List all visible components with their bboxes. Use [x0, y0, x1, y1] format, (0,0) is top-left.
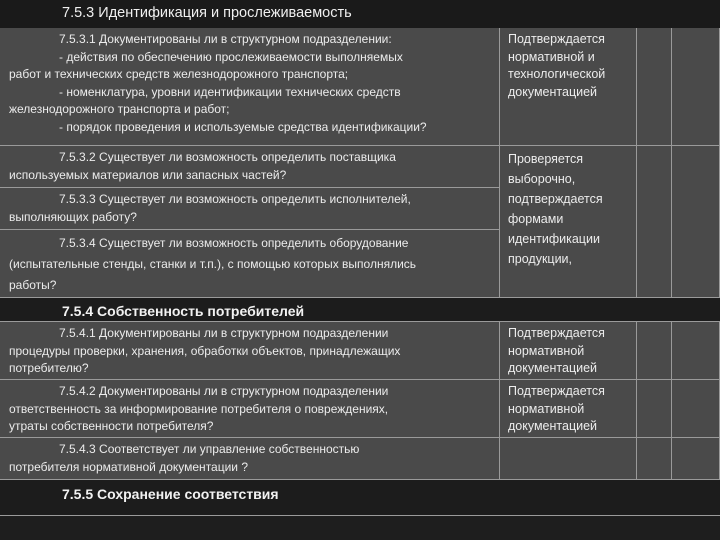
empty-cell [672, 438, 720, 480]
question-line: выполняющих работу? [9, 209, 137, 224]
section-heading-7-5-4 [0, 298, 720, 322]
question-cell-7-5-3-2 [0, 146, 500, 188]
empty-cell [637, 28, 672, 146]
answer-line: Подтверждается [508, 326, 605, 340]
question-cell-7-5-4-1 [0, 322, 500, 380]
answer-line: выборочно, [508, 172, 576, 186]
heading-number: 7.5.3 [62, 5, 95, 21]
empty-cell [637, 438, 672, 480]
question-line: - номенклатура, уровни идентификации технических средств [59, 84, 401, 99]
section-title: 7.5.5 Сохранение соответствия [62, 486, 279, 502]
answer-line: документацией [508, 361, 598, 375]
answer-line: нормативной [508, 401, 585, 416]
question-line: утраты собственности потребителя? [9, 419, 214, 433]
answer-line: технологической [508, 67, 606, 81]
question-line: железнодорожного транспорта и работ; [9, 102, 230, 116]
empty-cell [637, 380, 672, 438]
empty-cell [672, 322, 720, 380]
empty-cell [672, 28, 720, 146]
heading-title: Идентификация и прослеживаемость [98, 5, 352, 21]
question-cell-7-5-4-2 [0, 380, 500, 438]
empty-cell [637, 322, 672, 380]
question-line: 7.5.3.1 Документированы ли в структурном подразделении: [59, 32, 392, 46]
answer-cell-7-5-3-1 [500, 28, 637, 146]
empty-cell [637, 146, 672, 298]
answer-line: нормативной и [508, 49, 595, 64]
question-line: 7.5.4.1 Документированы ли в структурном подразделении [59, 326, 389, 340]
answer-cell-7-5-4-1 [500, 322, 637, 380]
answer-cell-7-5-3-2-4 [500, 146, 637, 298]
question-line: потребителя нормативной документации ? [9, 459, 249, 474]
answer-line: формами [508, 212, 564, 226]
question-line: 7.5.3.4 Существует ли возможность определить оборудование [59, 236, 409, 250]
question-line: 7.5.3.2 Существует ли возможность определить поставщика [59, 150, 396, 164]
answer-line: нормативной [508, 343, 585, 358]
question-line: работ и технических средств железнодорожного транспорта; [9, 67, 349, 81]
question-line: 7.5.4.2 Документированы ли в структурном подразделении [59, 384, 389, 398]
empty-cell [672, 146, 720, 298]
question-line: потребителю? [9, 361, 89, 375]
question-line: 7.5.3.3 Существует ли возможность определить исполнителей, [59, 192, 411, 206]
answer-cell-empty [500, 438, 637, 480]
question-line: 7.5.4.3 Соответствует ли управление собственностью [59, 442, 360, 456]
answer-line: подтверждается [508, 192, 603, 206]
answer-line: Подтверждается [508, 384, 605, 398]
answer-line: Подтверждается [508, 32, 605, 46]
answer-line: документацией [508, 84, 598, 99]
question-line: процедуры проверки, хранения, обработки объектов, принадлежащих [9, 343, 401, 358]
question-cell-7-5-4-3 [0, 438, 500, 480]
question-line: работы? [9, 278, 57, 292]
question-cell-7-5-3-4 [0, 230, 500, 298]
question-line: ответственность за информирование потребителя о повреждениях, [9, 401, 389, 416]
question-cell-7-5-3-1 [0, 28, 500, 146]
answer-line: продукции, [508, 252, 573, 266]
section-title: 7.5.4 Собственность потребителей [62, 303, 305, 319]
question-line: (испытательные стенды, станки и т.п.), с помощью которых выполнялись [9, 257, 417, 271]
answer-line: Проверяется [508, 152, 584, 166]
empty-cell [672, 380, 720, 438]
section-heading-7-5-5 [0, 480, 720, 516]
answer-line: документацией [508, 419, 598, 433]
question-line: используемых материалов или запасных частей? [9, 167, 287, 182]
question-line: - порядок проведения и используемые средства идентификации? [59, 119, 427, 134]
answer-line: идентификации [508, 232, 600, 246]
section-heading-7-5-3 [0, 0, 720, 28]
answer-cell-7-5-4-2 [500, 380, 637, 438]
question-line: - действия по обеспечению прослеживаемости выполняемых [59, 49, 403, 64]
question-cell-7-5-3-3 [0, 188, 500, 230]
